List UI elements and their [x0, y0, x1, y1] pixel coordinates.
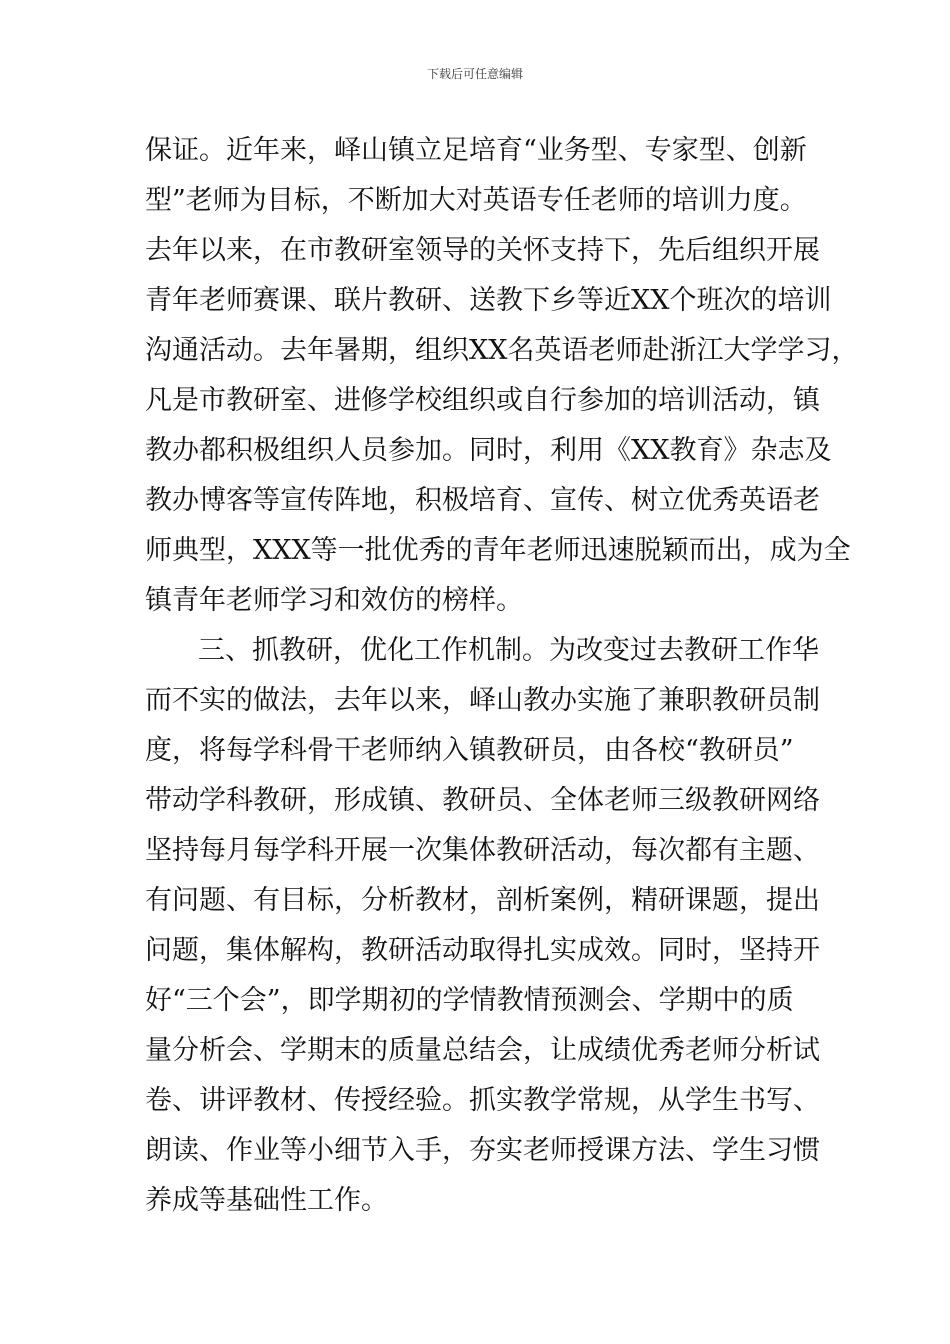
- text-line: 坚持每月每学科开展一次集体教研活动，每次都有主题、: [145, 835, 820, 866]
- paragraph-heading-line: 三、抓教研，优化工作机制。为改变过去教研工作华: [198, 635, 819, 666]
- text-line: 养成等基础性工作。: [145, 1185, 388, 1216]
- text-line: 卷、讲评教材、传授经验。抓实教学常规，从学生书写、: [145, 1085, 820, 1116]
- text-line: 有问题、有目标，分析教材，剖析案例，精研课题，提出: [145, 885, 820, 916]
- text-line: 保证。近年来，峄山镇立足培育“业务型、专家型、创新: [145, 135, 807, 166]
- text-line: 量分析会、学期末的质量总结会，让成绩优秀老师分析试: [145, 1035, 820, 1066]
- text-line: 去年以来，在市教研室领导的关怀支持下，先后组织开展: [145, 235, 820, 266]
- page-header-note: 下载后可任意编辑: [426, 67, 523, 81]
- text-line: 教办博客等宣传阵地，积极培育、宣传、树立优秀英语老: [145, 485, 820, 516]
- text-line: 青年老师赛课、联片教研、送教下乡等近XX个班次的培训: [145, 285, 832, 316]
- text-line: 朗读、作业等小细节入手，夯实老师授课方法、学生习惯: [145, 1135, 820, 1166]
- text-line: 度，将每学科骨干老师纳入镇教研员，由各校“教研员”: [145, 735, 794, 766]
- text-line: 镇青年老师学习和效仿的榜样。: [145, 585, 523, 616]
- text-line: 凡是市教研室、进修学校组织或自行参加的培训活动，镇: [145, 385, 820, 416]
- text-line: 沟通活动。去年暑期，组织XX名英语老师赴浙江大学学习，: [145, 335, 859, 366]
- text-line: 教办都积极组织人员参加。同时，利用《XX教育》杂志及: [145, 435, 832, 466]
- text-line: 而不实的做法，去年以来，峄山教办实施了兼职教研员制: [145, 685, 820, 716]
- text-line: 师典型，XXX等一批优秀的青年老师迅速脱颖而出，成为全: [145, 535, 851, 566]
- text-line: 好“三个会”，即学期初的学情教情预测会、学期中的质: [145, 985, 794, 1016]
- text-line: 带动学科教研，形成镇、教研员、全体老师三级教研网络: [145, 785, 820, 816]
- text-line: 问题，集体解构，教研活动取得扎实成效。同时，坚持开: [145, 935, 820, 966]
- text-line: 型”老师为目标，不断加大对英语专任老师的培训力度。: [145, 185, 807, 216]
